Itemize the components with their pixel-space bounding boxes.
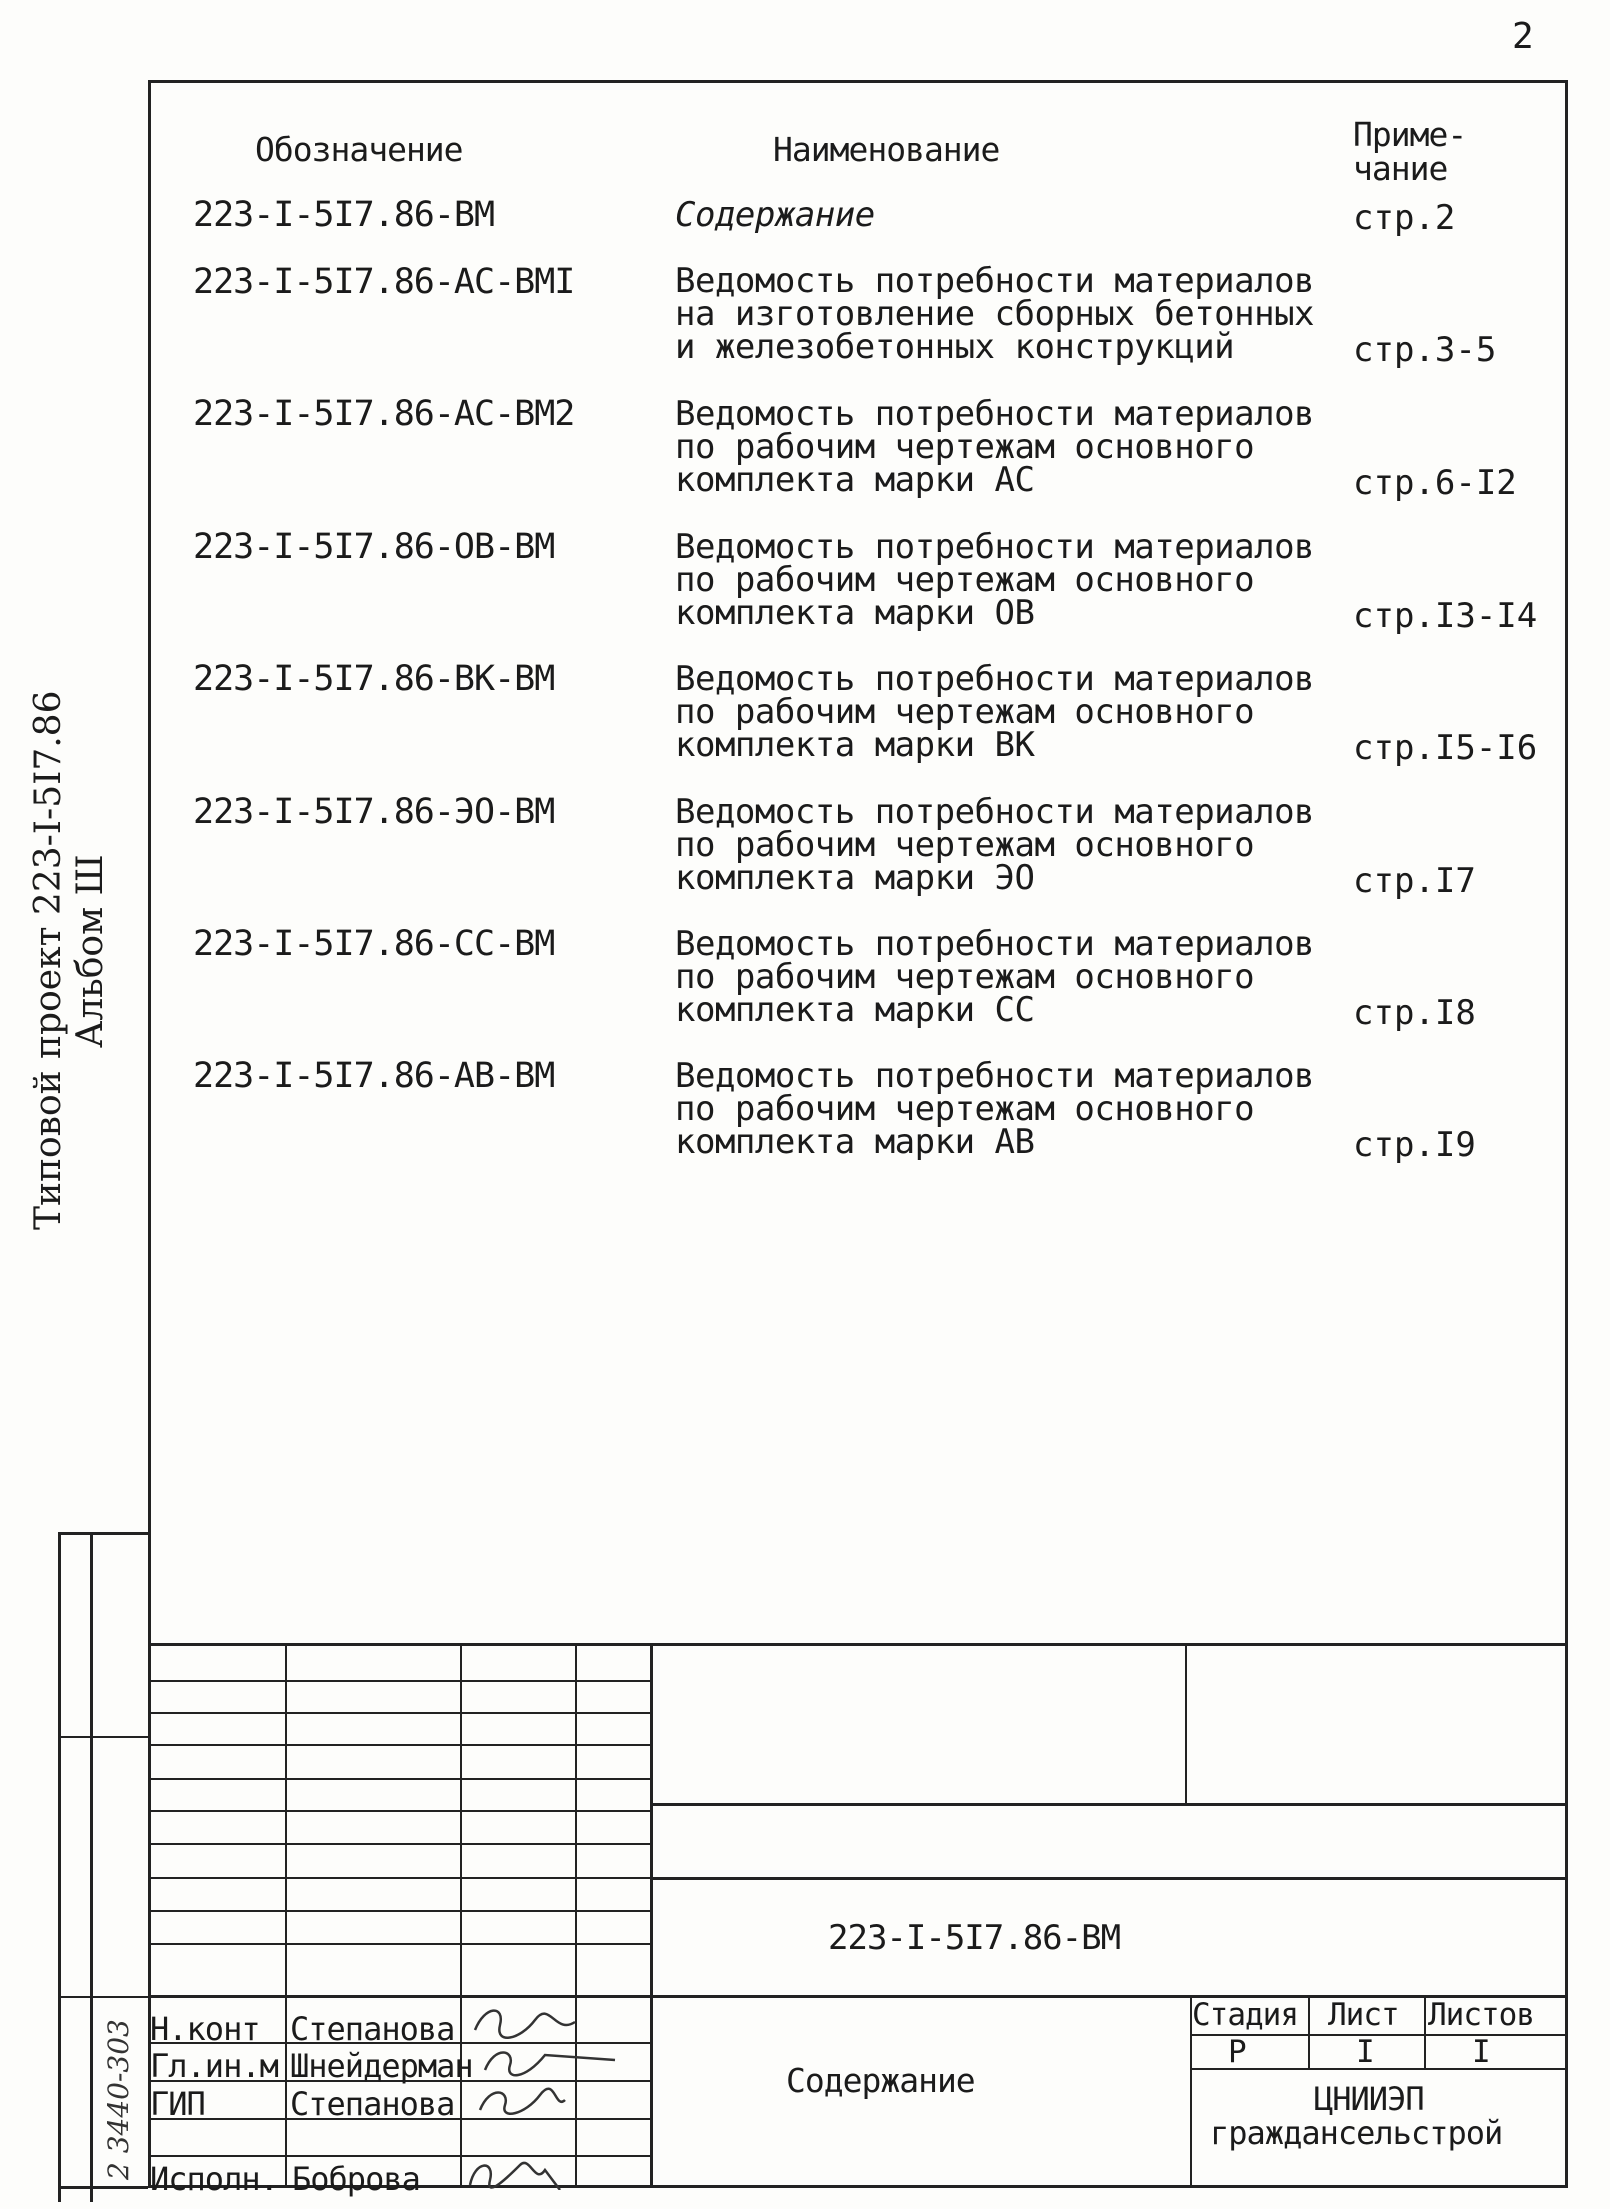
tb-grid-col-4 xyxy=(650,1643,653,2188)
row-2-code: 223-I-5I7.86-АС-ВМI xyxy=(193,262,575,302)
tb-doc-title: Содержание xyxy=(786,2061,975,2100)
side-stamp-rule-2 xyxy=(58,1996,148,1998)
row-2-name-line3: и железобетонных конструкций xyxy=(675,327,1235,367)
row-4-name xyxy=(675,527,1315,633)
header-designation: Обозначение xyxy=(255,130,463,169)
signer-4-name: Боброва xyxy=(292,2160,420,2198)
signer-1-name: Степанова xyxy=(290,2010,455,2048)
tb-top-rule xyxy=(148,1643,1568,1646)
signature-1-scribble xyxy=(475,2011,575,2038)
tb-rule-upper xyxy=(650,1803,1568,1806)
row-6-name-line2: по рабочим чертежам основного xyxy=(675,825,1255,865)
row-8-name-line2: по рабочим чертежам основного xyxy=(675,1089,1255,1129)
row-7-name-line2: по рабочим чертежам основного xyxy=(675,957,1255,997)
row-7-name-line3: комплекта марки СС xyxy=(675,990,1035,1030)
row-5-note: стр.I5-I6 xyxy=(1353,728,1538,768)
tb-doc-code: 223-I-5I7.86-ВМ xyxy=(828,1918,1121,1958)
row-2-name-line1: Ведомость потребности материалов xyxy=(675,261,1315,301)
tb-sheet-value: I xyxy=(1356,2034,1374,2070)
signer-3-role: ГИП xyxy=(150,2085,205,2123)
row-4-name-line1: Ведомость потребности материалов xyxy=(675,527,1315,567)
row-4-name-line2: по рабочим чертежам основного xyxy=(675,560,1255,600)
header-name: Наименование xyxy=(773,130,1000,169)
row-1-name: Содержание xyxy=(675,195,875,235)
row-5-code: 223-I-5I7.86-ВК-ВМ xyxy=(193,659,555,699)
row-1-note: стр.2 xyxy=(1353,198,1456,238)
tb-rule-code-top xyxy=(650,1877,1568,1880)
tb-upper-divider xyxy=(1185,1643,1187,1805)
side-stamp-border-left xyxy=(58,1532,61,2202)
row-8-code: 223-I-5I7.86-АВ-ВМ xyxy=(193,1056,555,1096)
tb-stage-label: Стадия xyxy=(1192,1997,1298,2033)
row-6-name-line3: комплекта марки ЭО xyxy=(675,858,1035,898)
tb-stage-row-2 xyxy=(1190,2068,1568,2070)
signer-2-name: Шнейдерман xyxy=(290,2047,473,2085)
row-7-name xyxy=(675,924,1315,1030)
row-1-code: 223-I-5I7.86-ВМ xyxy=(193,195,495,235)
row-6-name-line1: Ведомость потребности материалов xyxy=(675,792,1315,832)
signature-4-scribble xyxy=(470,2163,560,2190)
row-2-name-line2: на изготовление сборных бетонных xyxy=(675,294,1315,334)
row-3-name-line3: комплекта марки АС xyxy=(675,460,1035,500)
signer-4-role: Исполн. xyxy=(150,2160,278,2198)
header-note-line1: Приме- xyxy=(1353,115,1467,154)
tb-stage-value: Р xyxy=(1228,2034,1246,2070)
row-5-name-line3: комплекта марки ВК xyxy=(675,725,1035,765)
row-8-name-line1: Ведомость потребности материалов xyxy=(675,1056,1315,1096)
row-6-code: 223-I-5I7.86-ЭО-ВМ xyxy=(193,792,555,832)
header-note-line2: чание xyxy=(1353,149,1448,188)
tb-stage-col-1 xyxy=(1308,1995,1310,2068)
page-number: 2 xyxy=(1512,16,1534,57)
side-album-label: Альбом Ш xyxy=(70,854,111,1048)
signer-2-role: Гл.ин.м xyxy=(150,2047,278,2085)
tb-sheets-value: I xyxy=(1472,2034,1490,2070)
row-3-name xyxy=(675,394,1315,500)
tb-stage-row-1 xyxy=(1190,2034,1568,2036)
tb-org-line2: граждансельстрой xyxy=(1210,2114,1503,2152)
row-6-note: стр.I7 xyxy=(1353,861,1476,901)
side-project-label: Типовой проект 223-I-5I7.86 xyxy=(28,690,69,1230)
signer-3-name: Степанова xyxy=(290,2085,455,2123)
tb-grid-col-1 xyxy=(285,1643,287,2188)
side-stamp-number: 2 3440-303 xyxy=(102,2019,135,2180)
row-3-note: стр.6-I2 xyxy=(1353,463,1517,503)
row-4-code: 223-I-5I7.86-ОВ-ВМ xyxy=(193,527,555,567)
row-8-name xyxy=(675,1056,1315,1162)
row-7-note: стр.I8 xyxy=(1353,993,1476,1033)
side-stamp-top xyxy=(58,1532,148,1535)
row-2-note: стр.3-5 xyxy=(1353,330,1497,370)
row-8-name-line3: комплекта марки АВ xyxy=(675,1122,1035,1162)
row-2-name xyxy=(675,261,1315,367)
side-stamp-bottom xyxy=(58,2186,148,2189)
side-stamp-rule-1 xyxy=(58,1736,148,1738)
signer-1-role: Н.конт xyxy=(150,2010,260,2048)
tb-sheet-label: Лист xyxy=(1328,1997,1399,2033)
tb-sheets-label: Листов xyxy=(1428,1997,1534,2033)
row-5-name-line1: Ведомость потребности материалов xyxy=(675,659,1315,699)
side-stamp-divider xyxy=(90,1532,93,2202)
row-8-note: стр.I9 xyxy=(1353,1125,1476,1165)
row-4-name-line3: комплекта марки ОВ xyxy=(675,593,1035,633)
row-5-name xyxy=(675,659,1315,765)
row-5-name-line2: по рабочим чертежам основного xyxy=(675,692,1255,732)
tb-stage-col-2 xyxy=(1424,1995,1426,2068)
signature-3-scribble xyxy=(480,2089,565,2114)
row-3-name-line1: Ведомость потребности материалов xyxy=(675,394,1315,434)
tb-org-line1: ЦНИИЭП xyxy=(1314,2080,1424,2118)
row-4-note: стр.I3-I4 xyxy=(1353,596,1538,636)
tb-grid-col-2 xyxy=(460,1643,462,2188)
row-3-name-line2: по рабочим чертежам основного xyxy=(675,427,1255,467)
header-note xyxy=(1353,115,1467,188)
row-6-name xyxy=(675,792,1315,898)
signature-2-scribble xyxy=(485,2053,615,2076)
row-7-code: 223-I-5I7.86-СС-ВМ xyxy=(193,924,555,964)
signature-scribbles xyxy=(465,2000,645,2190)
row-7-name-line1: Ведомость потребности материалов xyxy=(675,924,1315,964)
row-3-code: 223-I-5I7.86-АС-ВМ2 xyxy=(193,394,575,434)
